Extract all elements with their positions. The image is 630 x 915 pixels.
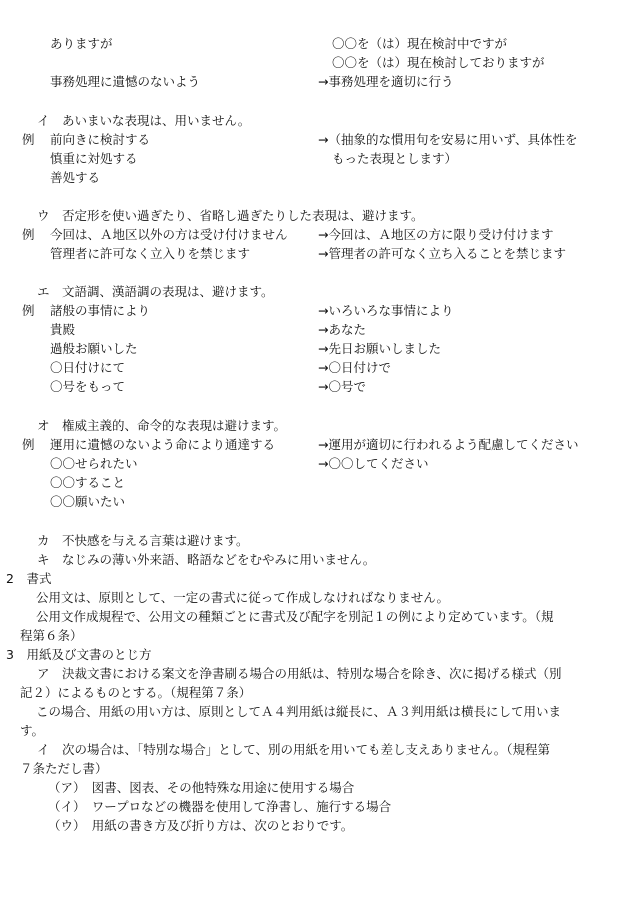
example-left-text: 〇〇せられたい [50,456,138,471]
example-left-text: 前向きに検討する [50,132,151,147]
example-right-text: →あなた [318,322,366,337]
example-left-text: 〇〇すること [50,475,126,490]
example-right-text: 〇〇を（は）現在検討中ですが [332,36,508,51]
rule-heading: ウ 否定形を使い過ぎたり、省略し過ぎたりした表現は、避けます。 [37,208,424,223]
rule-heading: キ なじみの薄い外来語、略語などをむやみに用いません。 [37,552,376,567]
example-right-text: →（抽象的な慣用句を安易に用いず、具体性を [318,132,578,147]
example-right-text: もった表現とします） [332,151,458,166]
example-left-text: 慎重に対処する [50,151,138,166]
paragraph-text: ７条ただし書） [20,761,108,776]
example-left-text: 貴殿 [50,322,76,337]
rule-heading: エ 文語調、漢語調の表現は、避けます。 [37,284,274,299]
example-left-text: 善処する [50,170,101,185]
section-heading: 3 用紙及び文書のとじ方 [6,647,152,662]
paragraph-text: 公用文は、原則として、一定の書式に従って作成しなければなりません。 [36,590,450,605]
section-heading: 2 書式 [6,571,52,586]
paragraph-text: 程第６条） [20,628,83,643]
example-left-text: 〇号をもって [50,379,126,394]
list-item: （イ） ワープロなどの機器を使用して浄書し、施行する場合 [48,799,392,814]
rule-heading: カ 不快感を与える言葉は避けます。 [37,533,249,548]
example-left-text: 事務処理に遺憾のないよう [50,74,201,89]
example-left-text: ありますが [50,36,113,51]
paragraph-text: 公用文作成規程で、公用文の種類ごとに書式及び配字を別記１の例により定めています。（規 [36,609,554,624]
example-right-text: →運用が適切に行われるよう配慮してください [318,437,579,452]
paragraph-text: 記２）によるものとする。（規程第７条） [20,685,252,700]
example-label: 例 [22,303,35,318]
list-item: （ア） 図書、図表、その他特殊な用途に使用する場合 [48,780,355,795]
example-left-text: 〇日付けにて [50,360,126,375]
rule-heading: オ 権威主義的、命令的な表現は避けます。 [37,418,287,433]
example-right-text: →今回は、Ａ地区の方に限り受け付けます [318,227,554,242]
example-left-text: 管理者に許可なく立入りを禁じます [50,246,251,261]
example-left-text: 過般お願いした [50,341,138,356]
example-label: 例 [22,227,35,242]
example-right-text: →事務処理を適切に行う [318,74,454,89]
example-label: 例 [22,437,35,452]
example-left-text: 今回は、Ａ地区以外の方は受け付けません [50,227,288,242]
rule-heading: イ あいまいな表現は、用いません。 [37,113,251,128]
example-left-text: 諸般の事情により [50,303,151,318]
paragraph-text: ア 決裁文書における案文を浄書刷る場合の用紙は、特別な場合を除き、次に掲げる様式（別 [37,666,562,681]
example-right-text: →先日お願いしました [318,341,441,356]
example-left-text: 〇〇願いたい [50,494,126,509]
example-right-text: →〇号で [318,379,366,394]
example-right-text: →〇日付けで [318,360,391,375]
list-item: （ウ） 用紙の書き方及び折り方は、次のとおりです。 [48,818,354,833]
example-label: 例 [22,132,35,147]
example-right-text: →管理者の許可なく立ち入ることを禁じます [318,246,566,261]
example-right-text: →〇〇してください [318,456,429,471]
paragraph-text: イ 次の場合は、「特別な場合」として、別の用紙を用いても差し支えありません。（規程第 [37,742,551,757]
example-right-text: 〇〇を（は）現在検討しておりますが [332,55,545,70]
paragraph-text: この場合、用紙の用い方は、原則としてＡ４判用紙は縦長に、Ａ３判用紙は横長にして用いま [36,704,562,719]
example-right-text: →いろいろな事情により [318,303,454,318]
example-left-text: 運用に遺憾のないよう命により通達する [50,437,276,452]
paragraph-text: す。 [20,723,45,738]
